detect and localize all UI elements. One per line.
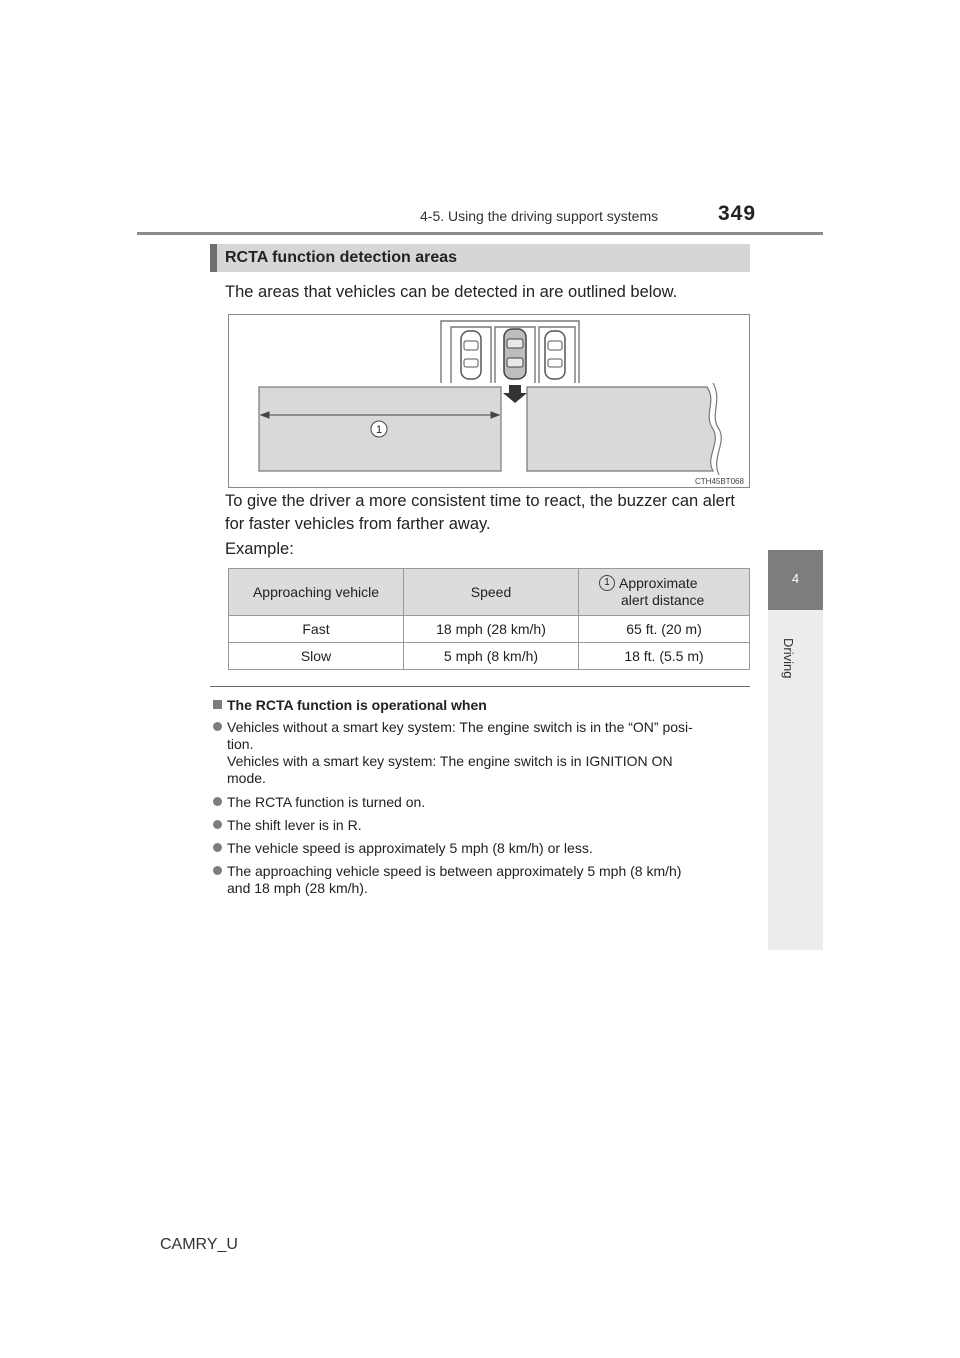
col-alert-distance [579,569,750,616]
cell-distance: 65 ft. (20 m) [579,616,750,643]
right-detection-area [527,387,715,471]
parked-car-left-icon [461,331,481,379]
conditions-heading-text: The RCTA function is operational when [227,697,487,713]
page-number: 349 [718,202,757,225]
intro-text: The areas that vehicles can be detected in are outlined below. [225,283,678,301]
cell-speed: 18 mph (28 km/h) [404,616,579,643]
explanation-line-1: To give the driver a more consistent time to react, the buzzer can alert [225,492,735,510]
chapter-tab-number: 4 [791,571,800,586]
break-line [713,383,721,475]
reverse-direction-arrow-icon [503,385,527,403]
bullet-dot-icon [213,820,222,829]
callout-1-circle-icon: 1 [599,575,615,591]
alert-distance-table [228,568,750,670]
col-approaching-vehicle: Approaching vehicle [229,569,404,616]
cell-vehicle: Slow [229,643,404,670]
header-rule [137,232,823,235]
explanation-line-2: for faster vehicles from farther away. [225,515,491,533]
table-row [229,643,750,670]
list-item: The vehicle speed is approximately 5 mph (8 km/h) or less. [213,840,751,857]
figure-code: CTH45BT068 [695,477,744,486]
cell-speed: 5 mph (8 km/h) [404,643,579,670]
own-vehicle-icon [504,329,526,379]
section-heading-text: RCTA function detection areas [225,249,458,266]
list-item: The shift lever is in R. [213,817,751,834]
conditions-heading [213,697,487,713]
bullet-dot-icon [213,843,222,852]
bullet-dot-icon [213,866,222,875]
list-item: Vehicles without a smart key system: The engine switch is in the “ON” posi- tion. Vehicles with a smart key system: The engine switch is in IGNITION ON mode. [213,719,751,787]
section-heading [210,244,750,272]
parked-car-right-icon [545,331,565,379]
example-label: Example: [225,540,294,558]
list-item: The approaching vehicle speed is between approximately 5 mph (8 km/h) and 18 mph (28 km/h). [213,863,751,897]
cell-vehicle: Fast [229,616,404,643]
table-row [229,616,750,643]
footer-model-code: CAMRY_U [160,1236,238,1253]
detection-area-diagram [228,314,750,488]
col-alert-distance-line1: Approximate [619,575,698,591]
cell-distance: 18 ft. (5.5 m) [579,643,750,670]
chapter-tab-label: Driving [781,638,796,679]
table-header-row [229,569,750,616]
bullet-dot-icon [213,722,222,731]
bullet-dot-icon [213,797,222,806]
detection-area-illustration [229,315,749,487]
running-header-section: 4-5. Using the driving support systems [420,208,659,224]
callout-1-label: 1 [375,424,383,436]
square-bullet-icon [213,700,222,709]
section-divider [210,686,750,687]
list-item: The RCTA function is turned on. [213,794,751,811]
col-alert-distance-line2: alert distance [621,592,705,608]
col-speed: Speed [404,569,579,616]
